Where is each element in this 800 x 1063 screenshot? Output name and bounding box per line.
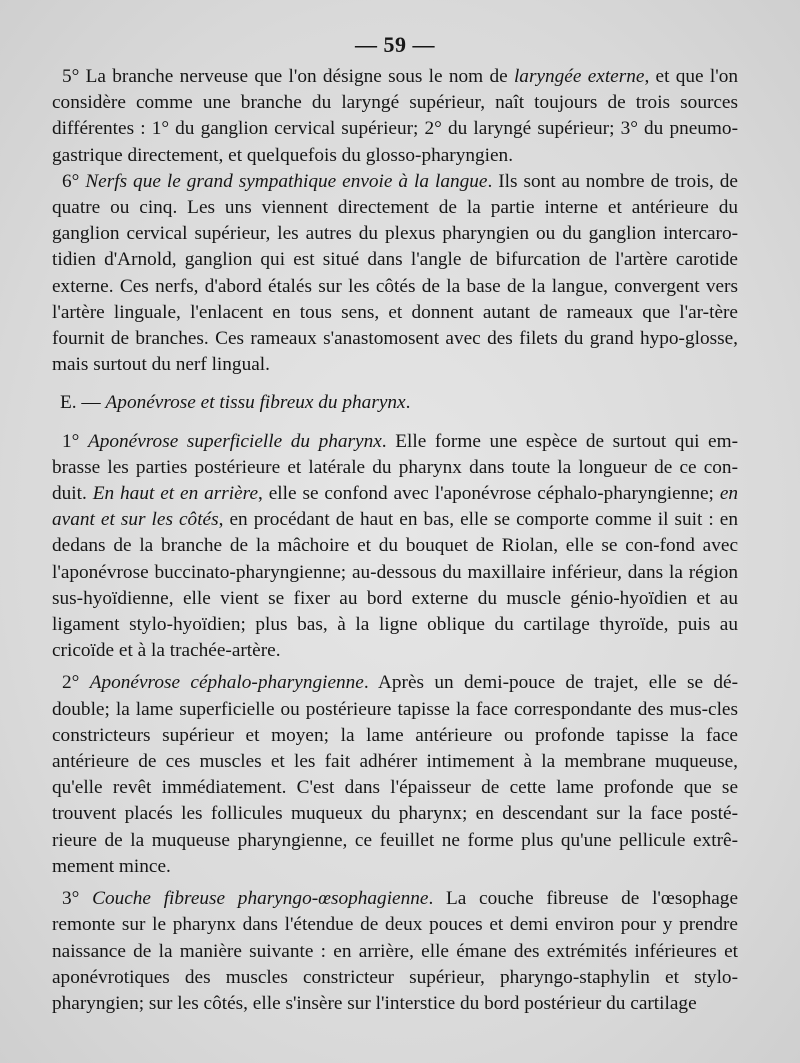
paragraph-body: , elle se confond avec l'aponévrose céphalo-pharyngienne;: [258, 483, 720, 505]
paragraph-lead: 2°: [62, 672, 90, 694]
paragraph-italic-term: Couche fibreuse pharyngo-œsophagienne: [92, 888, 429, 910]
paragraph-lead: 1°: [62, 430, 88, 452]
paragraph-2-aponevrose-cephalo: [52, 670, 738, 880]
page-text: [52, 64, 738, 1017]
paragraph-1-aponevrose-superficielle: [52, 429, 738, 665]
paragraph-lead: 5° La branche nerveuse que l'on désigne sous le nom de: [62, 66, 514, 87]
paragraph-body: . Ils sont au nombre de trois, de quatre ou cinq. Les uns viennent directement de la partie interne et antérieure du ganglion cervical supérieur, les autres du plexus pharyngien ou du ganglion intercaro-tidien d'Arnold, ganglion qui est situé dans l'angle de bifurcation de l'artère carotide externe. Ces nerfs, d'abord étalés sur les côtés de la base de la langue, convergent vers l'artère linguale, l'enlacent en tous sens, et donnent autant de rameaux que l'ar-tère fournit de branches. Ces rameaux s'anastomosent avec des filets du grand hypo-glosse, mais surtout du nerf lingual.: [52, 170, 738, 376]
paragraph-body: . Elle forme une espèce de surtout qui em-brasse les parties postérieure et latérale du pharynx dans toute la longueur de ce con-duit.: [52, 430, 739, 505]
paragraph-body: , et que l'on considère comme une branche du laryngé supérieur, naît toujours de trois sources différentes : 1° du ganglion cervical supérieur; 2° du laryngé supérieur; 3° du pneumo-gastrique directement, et quelquefois du glosso-pharyngien.: [52, 66, 738, 166]
paragraph-body: . Après un demi-pouce de trajet, elle se dé-double; la lame superficielle ou postérieure tapisse la face correspondante des mus-cles constricteurs supérieur et moyen; la lame antérieure ou profonde tapisse la face antérieure de ces muscles et les fait adhérer intimement à la membrane muqueuse, qu'elle revêt immédiatement. C'est dans l'épaisseur de cette lame profonde que se trouvent placés les follicules muqueux du pharynx; en descendant sur la face posté-rieure de la muqueuse pharyngienne, ce feuillet ne forme plus qu'une pellicule extrê-mement mince.: [52, 672, 739, 877]
paragraph-italic-term: En haut et en arrière: [92, 483, 259, 505]
section-heading-label: E. —: [60, 392, 106, 414]
paragraph-italic-term: en avant et sur les côtés: [52, 483, 739, 531]
paragraph-italic-term: Aponévrose superficielle du pharynx: [87, 430, 382, 452]
paragraph-6-nerfs-sympathique: [52, 169, 738, 379]
page-number: — 59 —: [355, 32, 435, 57]
paragraph-3-couche-fibreuse: [52, 886, 738, 1017]
section-heading-end: .: [405, 392, 411, 414]
paragraph-italic-term: laryngée externe: [513, 66, 645, 87]
paragraph-italic-term: Aponévrose céphalo-pharyngienne: [89, 672, 364, 694]
paragraph-lead: 3°: [62, 888, 93, 910]
paragraph-5-laryngee-externe: [52, 64, 738, 169]
section-heading: [52, 390, 738, 416]
paragraph-italic-term: Nerfs que le grand sympathique envoie à la langue: [85, 170, 488, 192]
section-heading-title: Aponévrose et tissu fibreux du pharynx: [105, 392, 406, 414]
paragraph-body: , en procédant de haut en bas, elle se comporte comme il suit : en dedans de la branche de la mâchoire et du bouquet de Riolan, elle se con-fond avec l'aponévrose buccinato-pharyngienne; au-dessous du maxillaire inférieur, dans la région sus-hyoïdienne, elle vient se fixer au bord externe du muscle génio-hyoïdien et au ligament stylo-hyoïdien; plus bas, à la ligne oblique du cartilage thyroïde, puis au cricoïde et à la trachée-artère.: [52, 509, 739, 662]
paragraph-body: . La couche fibreuse de l'œsophage remonte sur le pharynx dans l'étendue de deux pouces et demi environ pour y prendre naissance de la manière suivante : en arrière, elle émane des extrémités inférieures et aponévrotiques des muscles constricteur supérieur, pharyngo-staphylin et stylo-pharyngien; sur les côtés, elle s'insère sur l'interstice du bord postérieur du cartilage: [52, 888, 739, 1014]
paragraph-lead: 6°: [62, 170, 86, 192]
